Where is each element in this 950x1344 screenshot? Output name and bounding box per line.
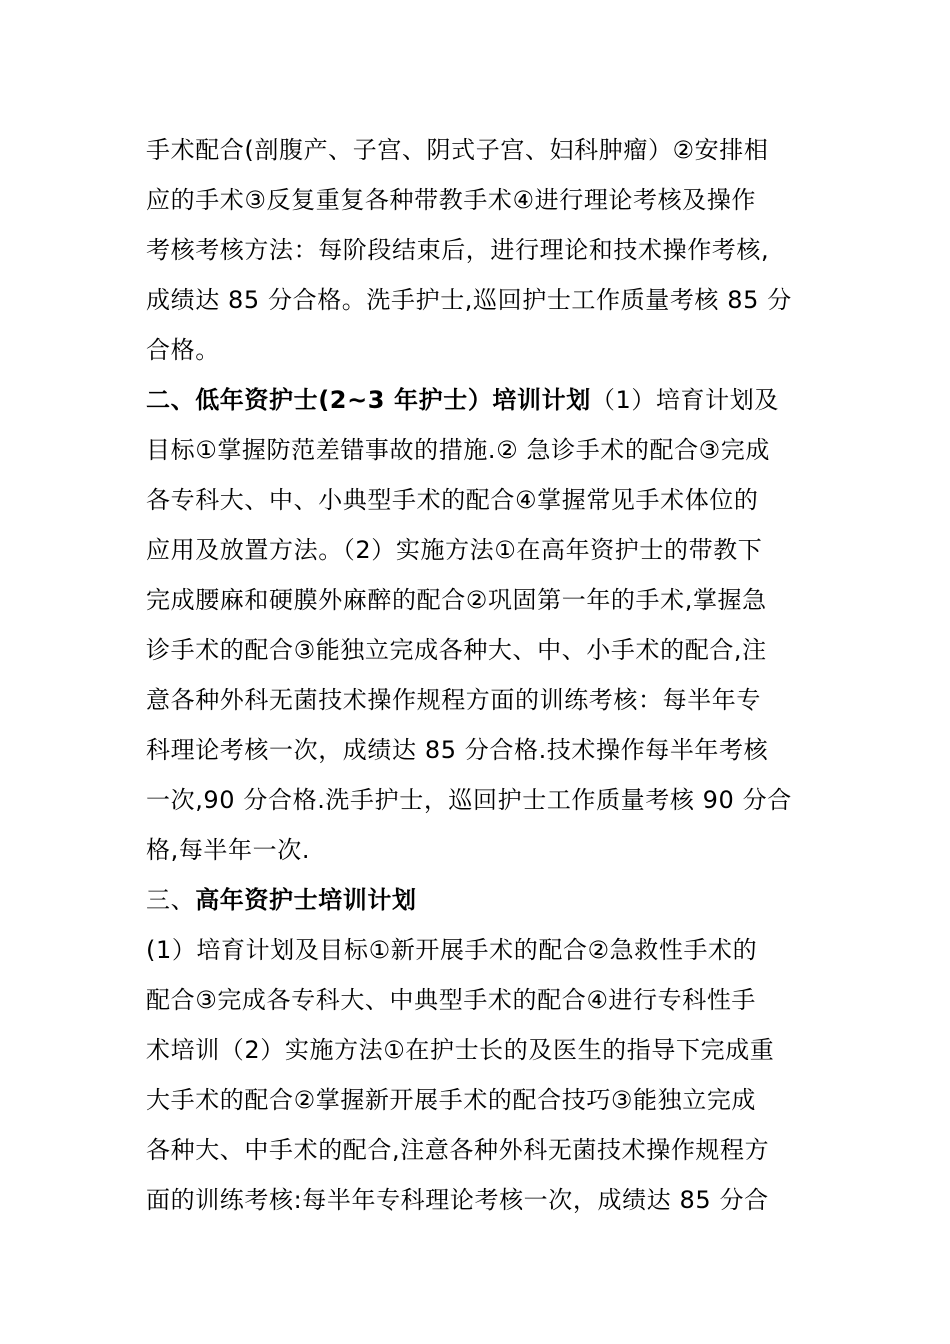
bold-heading-text: 高年资护士培训计划: [195, 886, 417, 914]
text-line: [146, 575, 816, 625]
text-line: [146, 525, 816, 575]
text-line: [146, 975, 816, 1025]
text-segment: 意各种外科无菌技术操作规程方面的训练考核：每半年专: [146, 686, 761, 714]
text-line: [146, 175, 816, 225]
text-segment: 各专科大、中、小典型手术的配合④掌握常见手术体位的: [146, 486, 759, 514]
text-line: [146, 1075, 816, 1125]
text-segment: 考核考核方法：每阶段结束后，进行理论和技术操作考核,: [146, 236, 770, 264]
text-segment: 应用及放置方法。（2）实施方法①在高年资护士的带教下: [146, 536, 763, 564]
text-segment: 合格。: [146, 336, 220, 364]
text-segment: 三、: [146, 886, 196, 914]
text-line: [146, 325, 816, 375]
text-line: [146, 675, 816, 725]
text-line: [146, 1125, 816, 1175]
text-segment: 面的训练考核:每半年专科理论考核一次，成绩达 85 分合: [146, 1186, 769, 1214]
text-segment: 手术配合(剖腹产、子宫、阴式子宫、妇科肿瘤）②安排相: [146, 136, 769, 164]
text-segment: 完成腰麻和硬膜外麻醉的配合②巩固第一年的手术,掌握急: [146, 586, 767, 614]
text-segment: 诊手术的配合③能独立完成各种大、中、小手术的配合,注: [146, 636, 767, 664]
document-body: [146, 125, 816, 1225]
text-line: [146, 625, 816, 675]
text-segment: 目标①掌握防范差错事故的措施.② 急诊手术的配合③完成: [146, 436, 771, 464]
text-line: [146, 375, 816, 425]
text-line: [146, 1175, 816, 1225]
text-segment: 成绩达 85 分合格。洗手护士,巡回护士工作质量考核 85 分: [146, 286, 792, 314]
bold-heading-text: 二、低年资护士(2~3 年护士）培训计划: [146, 386, 591, 414]
text-segment: 术培训（2）实施方法①在护士长的及医生的指导下完成重: [146, 1036, 775, 1064]
text-segment: (1）培育计划及目标①新开展手术的配合②急救性手术的: [146, 936, 758, 964]
text-line: [146, 125, 816, 175]
text-line: [146, 425, 816, 475]
text-segment: 格,每半年一次.: [146, 836, 311, 864]
text-segment: 科理论考核一次，成绩达 85 分合格.技术操作每半年考核: [146, 736, 769, 764]
text-line: [146, 475, 816, 525]
text-line: [146, 275, 816, 325]
text-line: [146, 775, 816, 825]
text-line: [146, 1025, 816, 1075]
text-line: [146, 225, 816, 275]
text-line: [146, 875, 816, 925]
text-line: [146, 825, 816, 875]
text-segment: （1）培育计划及: [590, 386, 779, 414]
text-segment: 大手术的配合②掌握新开展手术的配合技巧③能独立完成: [146, 1086, 757, 1114]
text-segment: 一次,90 分合格.洗手护士，巡回护士工作质量考核 90 分合: [146, 786, 792, 814]
text-segment: 各种大、中手术的配合,注意各种外科无菌技术操作规程方: [146, 1136, 770, 1164]
text-line: [146, 725, 816, 775]
text-line: [146, 925, 816, 975]
text-segment: 配合③完成各专科大、中典型手术的配合④进行专科性手: [146, 986, 757, 1014]
text-segment: 应的手术③反复重复各种带教手术④进行理论考核及操作: [146, 186, 757, 214]
